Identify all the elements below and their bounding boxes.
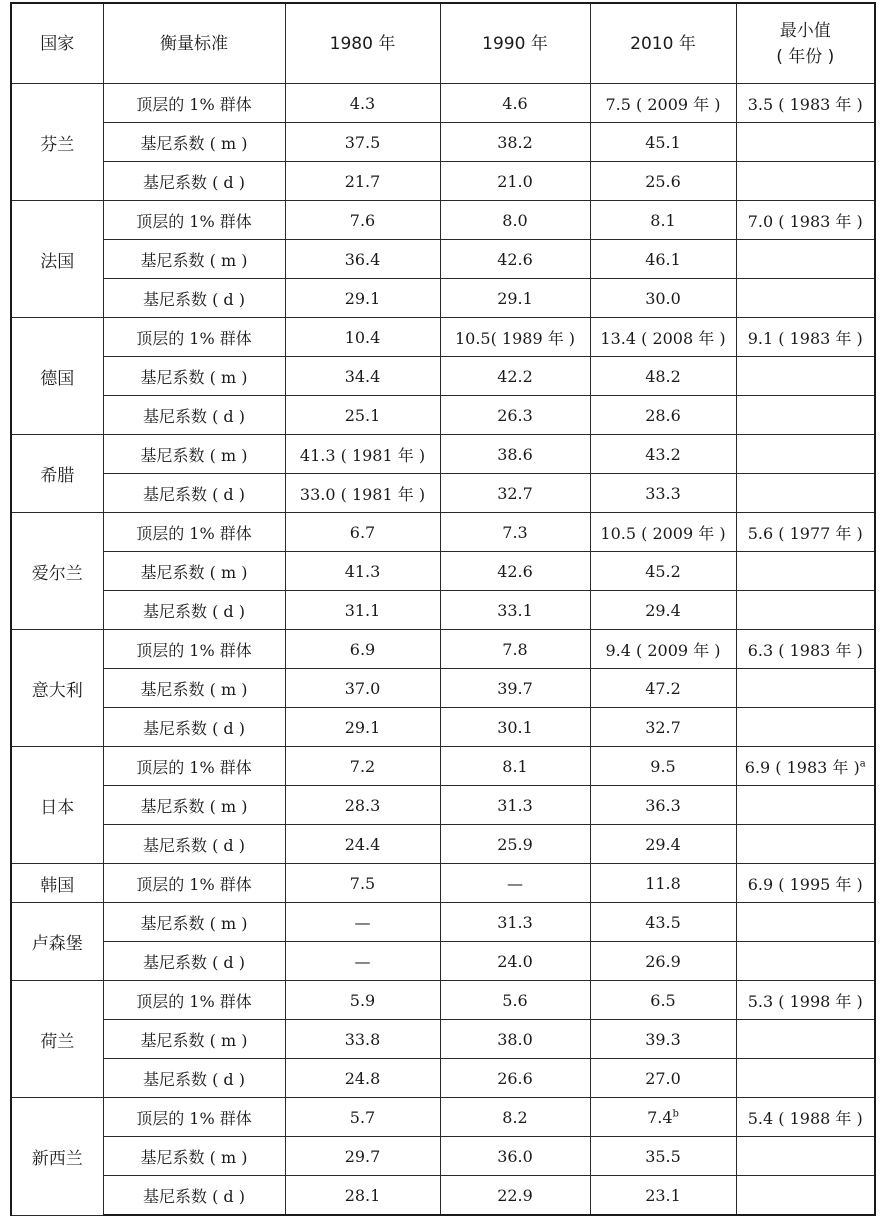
value-1980-cell: 6.7 xyxy=(285,513,440,552)
measure-cell: 基尼系数 ( m ) xyxy=(103,240,285,279)
value-1980-cell: 28.1 xyxy=(285,1176,440,1216)
measure-cell: 基尼系数 ( d ) xyxy=(103,1059,285,1098)
header-min-value-label: 最小值 xyxy=(779,20,831,41)
measure-cell: 顶层的 1% 群体 xyxy=(103,84,285,123)
table-row xyxy=(11,630,875,669)
value-2010-cell: 9.5 xyxy=(590,747,736,786)
value-2010-cell: 13.4 ( 2008 年 ) xyxy=(590,318,736,357)
value-1980-cell: 25.1 xyxy=(285,396,440,435)
measure-cell: 基尼系数 ( d ) xyxy=(103,591,285,630)
value-1980-cell: 33.8 xyxy=(285,1020,440,1059)
table-row xyxy=(11,84,875,123)
table-row xyxy=(11,981,875,1020)
value-2010-cell: 29.4 xyxy=(590,591,736,630)
inequality-table-container xyxy=(10,2,874,1216)
min-value-cell xyxy=(736,747,875,786)
header-1980: 1980 年 xyxy=(285,3,440,84)
min-value-cell xyxy=(736,1137,875,1176)
measure-cell: 基尼系数 ( m ) xyxy=(103,1137,285,1176)
measure-cell: 基尼系数 ( m ) xyxy=(103,786,285,825)
min-value-cell xyxy=(736,435,875,474)
min-value-cell xyxy=(736,591,875,630)
value-1990-cell: 38.2 xyxy=(440,123,590,162)
value-1980-cell: 29.1 xyxy=(285,708,440,747)
footnote-marker: b xyxy=(672,1108,679,1120)
table-row xyxy=(11,201,875,240)
value-2010-cell-text: 7.4 xyxy=(647,1107,673,1127)
measure-cell: 基尼系数 ( d ) xyxy=(103,396,285,435)
min-value-cell: 6.9 ( 1995 年 ) xyxy=(736,864,875,903)
value-1990-cell: 25.9 xyxy=(440,825,590,864)
country-cell: 卢森堡 xyxy=(11,903,103,981)
table-row xyxy=(11,591,875,630)
value-1980-cell: 29.7 xyxy=(285,1137,440,1176)
table-row xyxy=(11,1059,875,1098)
table-row xyxy=(11,240,875,279)
country-cell: 日本 xyxy=(11,747,103,864)
value-2010-cell: 28.6 xyxy=(590,396,736,435)
value-1980-cell: 24.4 xyxy=(285,825,440,864)
value-1990-cell: 4.6 xyxy=(440,84,590,123)
value-1990-cell: 26.3 xyxy=(440,396,590,435)
country-cell: 希腊 xyxy=(11,435,103,513)
value-2010-cell: 6.5 xyxy=(590,981,736,1020)
value-1990-cell: 26.6 xyxy=(440,1059,590,1098)
value-2010-cell: 27.0 xyxy=(590,1059,736,1098)
measure-cell: 顶层的 1% 群体 xyxy=(103,747,285,786)
table-row xyxy=(11,786,875,825)
min-value-cell: 6.3 ( 1983 年 ) xyxy=(736,630,875,669)
value-2010-cell: 23.1 xyxy=(590,1176,736,1216)
min-value-cell xyxy=(736,279,875,318)
min-value-cell: 5.6 ( 1977 年 ) xyxy=(736,513,875,552)
header-2010: 2010 年 xyxy=(590,3,736,84)
value-1990-cell: 30.1 xyxy=(440,708,590,747)
value-1990-cell: 38.6 xyxy=(440,435,590,474)
table-row xyxy=(11,1176,875,1216)
min-value-cell xyxy=(736,903,875,942)
footnote-marker: a xyxy=(859,758,866,770)
value-1980-cell: 10.4 xyxy=(285,318,440,357)
country-cell: 韩国 xyxy=(11,864,103,903)
value-2010-cell: 47.2 xyxy=(590,669,736,708)
table-row xyxy=(11,396,875,435)
value-1980-cell: 28.3 xyxy=(285,786,440,825)
value-1990-cell: 42.6 xyxy=(440,240,590,279)
value-1990-cell: 29.1 xyxy=(440,279,590,318)
measure-cell: 顶层的 1% 群体 xyxy=(103,318,285,357)
value-2010-cell: 45.1 xyxy=(590,123,736,162)
header-1990: 1990 年 xyxy=(440,3,590,84)
value-1980-cell: 31.1 xyxy=(285,591,440,630)
header-min-value xyxy=(736,3,875,84)
measure-cell: 基尼系数 ( d ) xyxy=(103,279,285,318)
country-cell: 意大利 xyxy=(11,630,103,747)
value-1990-cell: 8.0 xyxy=(440,201,590,240)
min-value-cell xyxy=(736,474,875,513)
value-1990-cell: — xyxy=(440,864,590,903)
value-1980-cell: 37.5 xyxy=(285,123,440,162)
value-1990-cell: 39.7 xyxy=(440,669,590,708)
country-cell: 新西兰 xyxy=(11,1098,103,1216)
value-2010-cell: 39.3 xyxy=(590,1020,736,1059)
measure-cell: 基尼系数 ( d ) xyxy=(103,1176,285,1216)
country-cell: 德国 xyxy=(11,318,103,435)
min-value-cell xyxy=(736,825,875,864)
value-2010-cell: 10.5 ( 2009 年 ) xyxy=(590,513,736,552)
table-row xyxy=(11,669,875,708)
value-2010-cell: 8.1 xyxy=(590,201,736,240)
table-row xyxy=(11,903,875,942)
min-value-cell: 5.4 ( 1988 年 ) xyxy=(736,1098,875,1137)
min-value-cell: 7.0 ( 1983 年 ) xyxy=(736,201,875,240)
table-row xyxy=(11,318,875,357)
min-value-cell xyxy=(736,162,875,201)
table-row xyxy=(11,123,875,162)
measure-cell: 顶层的 1% 群体 xyxy=(103,1098,285,1137)
min-value-cell xyxy=(736,708,875,747)
value-1980-cell: — xyxy=(285,942,440,981)
measure-cell: 基尼系数 ( d ) xyxy=(103,474,285,513)
value-1980-cell: 29.1 xyxy=(285,279,440,318)
value-1980-cell: 41.3 xyxy=(285,552,440,591)
measure-cell: 基尼系数 ( m ) xyxy=(103,435,285,474)
value-1990-cell: 10.5( 1989 年 ) xyxy=(440,318,590,357)
value-1980-cell: 33.0 ( 1981 年 ) xyxy=(285,474,440,513)
value-1980-cell: 6.9 xyxy=(285,630,440,669)
measure-cell: 基尼系数 ( m ) xyxy=(103,357,285,396)
country-cell: 荷兰 xyxy=(11,981,103,1098)
measure-cell: 基尼系数 ( m ) xyxy=(103,552,285,591)
table-row xyxy=(11,1020,875,1059)
value-1980-cell: 41.3 ( 1981 年 ) xyxy=(285,435,440,474)
measure-cell: 基尼系数 ( m ) xyxy=(103,903,285,942)
header-measure: 衡量标准 xyxy=(103,3,285,84)
table-row xyxy=(11,864,875,903)
value-2010-cell: 45.2 xyxy=(590,552,736,591)
measure-cell: 基尼系数 ( d ) xyxy=(103,825,285,864)
table-row xyxy=(11,435,875,474)
value-2010-cell: 9.4 ( 2009 年 ) xyxy=(590,630,736,669)
value-1980-cell: 21.7 xyxy=(285,162,440,201)
measure-cell: 顶层的 1% 群体 xyxy=(103,981,285,1020)
table-row xyxy=(11,552,875,591)
value-2010-cell: 32.7 xyxy=(590,708,736,747)
value-1990-cell: 36.0 xyxy=(440,1137,590,1176)
measure-cell: 顶层的 1% 群体 xyxy=(103,201,285,240)
header-row xyxy=(11,3,875,84)
value-1990-cell: 42.6 xyxy=(440,552,590,591)
header-min-value-year-label: ( 年份 ) xyxy=(776,46,835,67)
measure-cell: 基尼系数 ( d ) xyxy=(103,162,285,201)
value-2010-cell: 35.5 xyxy=(590,1137,736,1176)
min-value-cell xyxy=(736,942,875,981)
min-value-cell xyxy=(736,552,875,591)
value-1980-cell: 4.3 xyxy=(285,84,440,123)
table-row xyxy=(11,1137,875,1176)
min-value-cell xyxy=(736,357,875,396)
min-value-cell xyxy=(736,1176,875,1216)
table-row xyxy=(11,708,875,747)
table-row xyxy=(11,825,875,864)
table-row xyxy=(11,1098,875,1137)
value-2010-cell: 7.5 ( 2009 年 ) xyxy=(590,84,736,123)
min-value-cell xyxy=(736,786,875,825)
value-1980-cell: 37.0 xyxy=(285,669,440,708)
min-value-cell xyxy=(736,240,875,279)
value-1990-cell: 24.0 xyxy=(440,942,590,981)
table-row xyxy=(11,513,875,552)
table-row xyxy=(11,942,875,981)
value-2010-cell: 46.1 xyxy=(590,240,736,279)
value-2010-cell: 26.9 xyxy=(590,942,736,981)
value-1980-cell: 5.7 xyxy=(285,1098,440,1137)
min-value-cell-text: 6.9 ( 1983 年 ) xyxy=(744,757,860,777)
table-row xyxy=(11,279,875,318)
measure-cell: 基尼系数 ( d ) xyxy=(103,708,285,747)
value-1990-cell: 8.1 xyxy=(440,747,590,786)
value-2010-cell xyxy=(590,1098,736,1137)
value-1980-cell: 7.2 xyxy=(285,747,440,786)
table-row xyxy=(11,357,875,396)
value-1980-cell: 24.8 xyxy=(285,1059,440,1098)
min-value-cell xyxy=(736,396,875,435)
min-value-cell: 3.5 ( 1983 年 ) xyxy=(736,84,875,123)
min-value-cell xyxy=(736,123,875,162)
measure-cell: 顶层的 1% 群体 xyxy=(103,630,285,669)
value-1990-cell: 33.1 xyxy=(440,591,590,630)
value-1990-cell: 32.7 xyxy=(440,474,590,513)
table-row xyxy=(11,747,875,786)
table-body xyxy=(11,84,875,1216)
header-country: 国家 xyxy=(11,3,103,84)
value-2010-cell: 36.3 xyxy=(590,786,736,825)
value-1990-cell: 8.2 xyxy=(440,1098,590,1137)
value-2010-cell: 29.4 xyxy=(590,825,736,864)
country-cell: 芬兰 xyxy=(11,84,103,201)
value-2010-cell: 33.3 xyxy=(590,474,736,513)
value-1990-cell: 38.0 xyxy=(440,1020,590,1059)
value-2010-cell: 30.0 xyxy=(590,279,736,318)
inequality-table xyxy=(10,2,876,1216)
table-header xyxy=(11,3,875,84)
measure-cell: 顶层的 1% 群体 xyxy=(103,513,285,552)
measure-cell: 基尼系数 ( m ) xyxy=(103,1020,285,1059)
value-1990-cell: 31.3 xyxy=(440,786,590,825)
value-1990-cell: 7.8 xyxy=(440,630,590,669)
value-2010-cell: 43.5 xyxy=(590,903,736,942)
value-1980-cell: 5.9 xyxy=(285,981,440,1020)
value-1980-cell: — xyxy=(285,903,440,942)
value-2010-cell: 11.8 xyxy=(590,864,736,903)
country-cell: 法国 xyxy=(11,201,103,318)
value-1990-cell: 42.2 xyxy=(440,357,590,396)
value-1980-cell: 7.5 xyxy=(285,864,440,903)
value-1990-cell: 31.3 xyxy=(440,903,590,942)
value-1980-cell: 36.4 xyxy=(285,240,440,279)
country-cell: 爱尔兰 xyxy=(11,513,103,630)
min-value-cell: 9.1 ( 1983 年 ) xyxy=(736,318,875,357)
value-1980-cell: 7.6 xyxy=(285,201,440,240)
value-2010-cell: 43.2 xyxy=(590,435,736,474)
measure-cell: 基尼系数 ( m ) xyxy=(103,669,285,708)
value-2010-cell: 25.6 xyxy=(590,162,736,201)
value-1990-cell: 21.0 xyxy=(440,162,590,201)
min-value-cell xyxy=(736,1020,875,1059)
value-2010-cell: 48.2 xyxy=(590,357,736,396)
measure-cell: 基尼系数 ( d ) xyxy=(103,942,285,981)
min-value-cell xyxy=(736,1059,875,1098)
table-row xyxy=(11,162,875,201)
value-1990-cell: 22.9 xyxy=(440,1176,590,1216)
min-value-cell xyxy=(736,669,875,708)
measure-cell: 基尼系数 ( m ) xyxy=(103,123,285,162)
value-1990-cell: 5.6 xyxy=(440,981,590,1020)
min-value-cell: 5.3 ( 1998 年 ) xyxy=(736,981,875,1020)
table-row xyxy=(11,474,875,513)
measure-cell: 顶层的 1% 群体 xyxy=(103,864,285,903)
value-1980-cell: 34.4 xyxy=(285,357,440,396)
value-1990-cell: 7.3 xyxy=(440,513,590,552)
